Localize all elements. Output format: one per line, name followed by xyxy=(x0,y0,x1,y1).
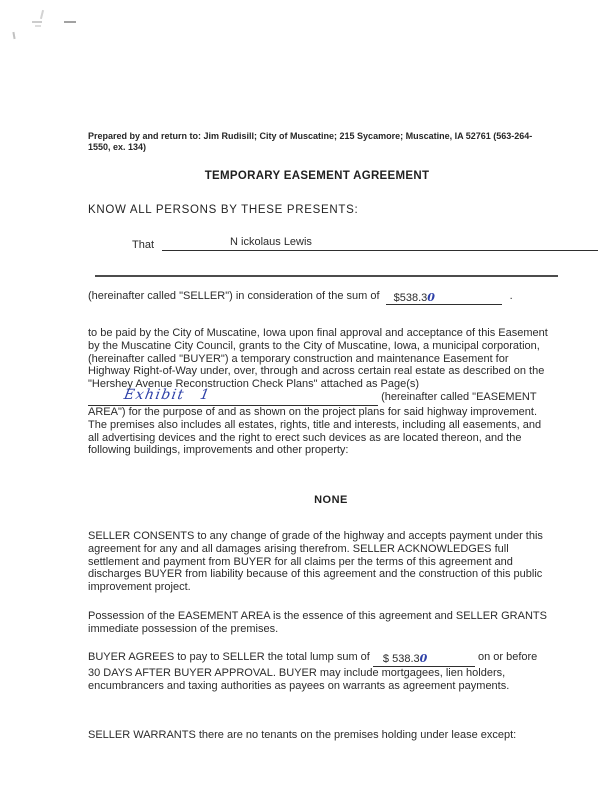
consideration-text: (hereinafter called "SELLER") in consideration of the sum of xyxy=(88,290,380,302)
buyer-agrees-before: BUYER AGREES to pay to SELLER the total lump sum of xyxy=(88,651,370,663)
buyer-agrees-after: on or before 30 DAYS AFTER BUYER APPROVAL. BUYER may include mortgagees, lien holders, encumbrancers and taxing authorities as payees on warrants as agreement payments. xyxy=(88,651,538,692)
scan-artifact xyxy=(40,10,44,19)
seller-consents-paragraph: SELLER CONSENTS to any change of grade of the highway and accepts payment under this agreement for any and all damages arising therefrom. SELLER ACKNOWLEDGES full settlement and payment from BUYER for all claims per the terms of this agreement and discharges BUYER from liability because of this agreement and the construction of this public improvement project. xyxy=(88,530,543,594)
seller-warrants-paragraph: SELLER WARRANTS there are no tenants on the premises holding under lease except: xyxy=(88,729,517,741)
grantor-name-field xyxy=(162,236,598,251)
granting-paragraph xyxy=(88,327,549,457)
opening-declaration: KNOW ALL PERSONS BY THESE PRESENTS: xyxy=(88,204,359,216)
blank-rule-line xyxy=(95,275,558,277)
grantor-name: N ickolaus Lewis xyxy=(230,236,312,248)
pages-field xyxy=(88,386,378,406)
granting-text-before: to be paid by the City of Muscatine, Iowa upon final approval and acceptance of this Easement by the Muscatine City Council, grants to the City of Muscatine, Iowa, a municipal corporation, (hereinafter called "BUYER") a temporary construction and maintenance Easement for Highway Right-of-Way under, over, through and across certain real estate as described on the "Hershey Avenue Reconstruction Check Plans" attached as Page(s) xyxy=(88,327,548,391)
exhibit-handwritten: Exhibit xyxy=(122,386,186,403)
scan-artifact xyxy=(32,21,42,23)
sum-typed: $538.3 xyxy=(393,292,428,304)
exhibit-number-handwritten: 1 xyxy=(199,386,213,403)
granting-text-after: (hereinafter called "EASEMENT AREA") for the purpose of and as shown on the project plans for said highway improvement. The premises also includes all estates, rights, title and interests, including all easements, and all advertising devices and the right to erect such devices as are located thereon, and the following buildings, improvements and other property: xyxy=(88,390,542,457)
lump-sum-typed: $ 538.3 xyxy=(382,653,420,665)
document-title: TEMPORARY EASEMENT AGREEMENT xyxy=(204,170,430,182)
lump-sum-handwritten-zero: 0 xyxy=(419,652,428,665)
none-label: NONE xyxy=(314,494,348,506)
scan-artifact xyxy=(12,32,15,39)
consideration-sum-field xyxy=(386,291,502,305)
prepared-by-line: Prepared by and return to: Jim Rudisill; City of Muscatine; 215 Sycamore; Muscatine, IA 52761 (563-264-1550, ex. 134) xyxy=(88,131,533,152)
grantor-name-row xyxy=(132,236,598,251)
consideration-line xyxy=(88,290,566,305)
scan-artifact xyxy=(35,25,41,27)
sum-handwritten-zero: 0 xyxy=(427,291,435,304)
buyer-agrees-paragraph xyxy=(88,651,549,693)
trailing-period: . xyxy=(509,290,513,302)
lump-sum-field xyxy=(373,653,475,667)
that-label: That xyxy=(132,239,155,251)
scan-artifact xyxy=(64,21,76,23)
possession-paragraph: Possession of the EASEMENT AREA is the essence of this agreement and SELLER GRANTS immediate possession of the premises. xyxy=(88,610,547,635)
